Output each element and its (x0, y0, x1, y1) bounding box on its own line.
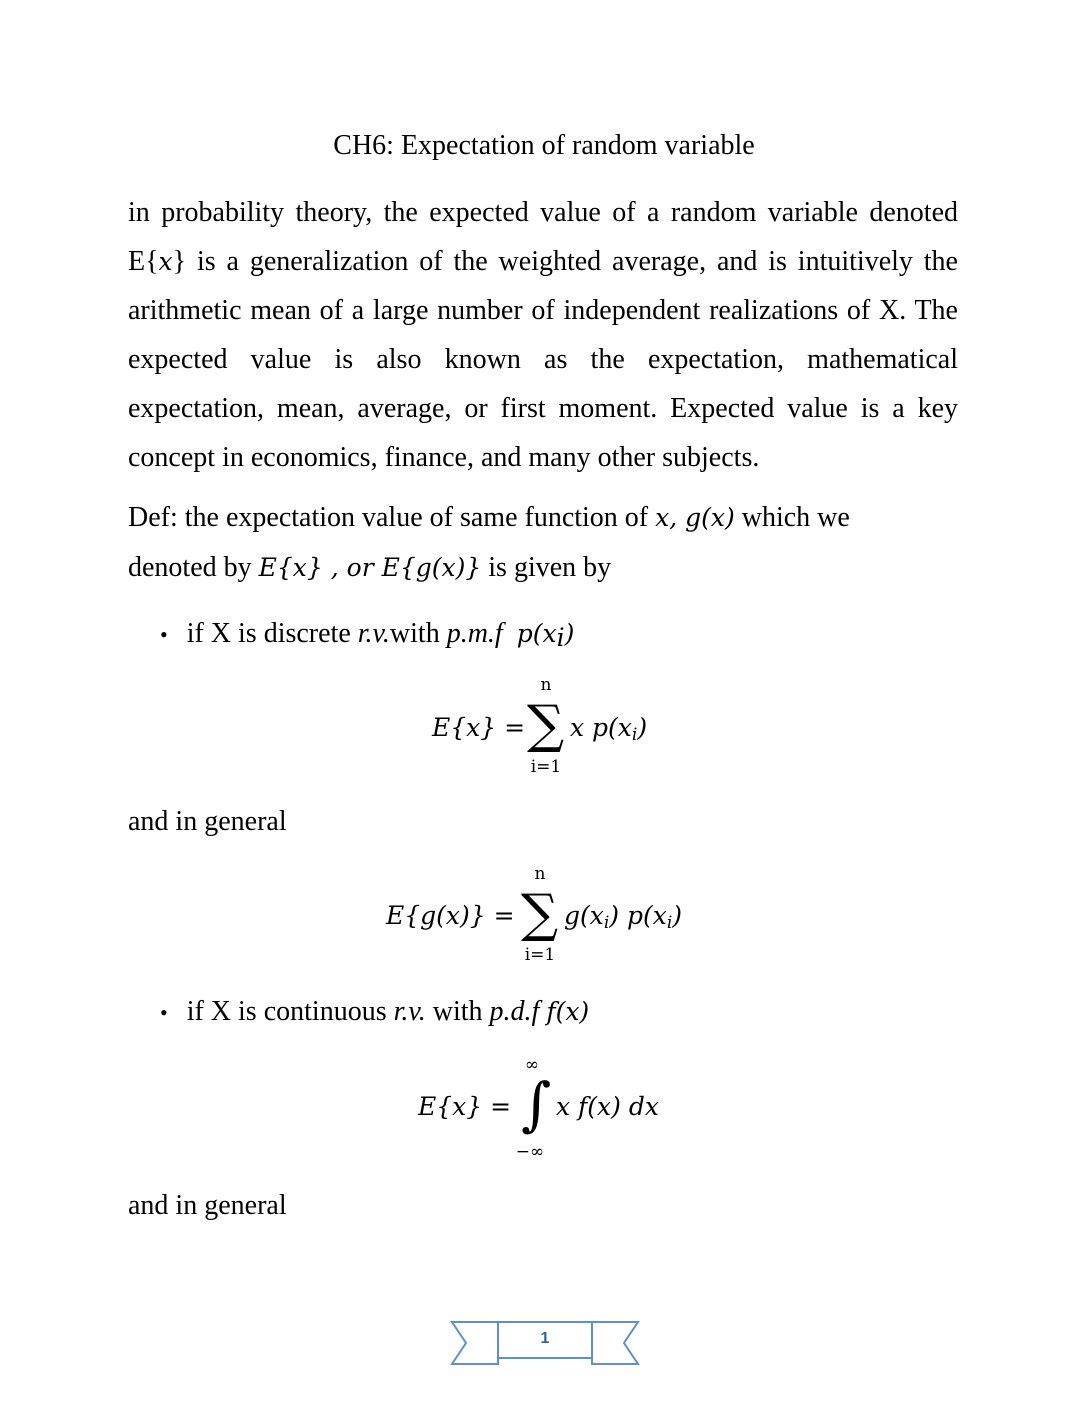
bullet-func: f(x) (546, 997, 590, 1026)
definition-line-2 (128, 550, 611, 586)
def-math-1: x, g(x) (655, 503, 735, 532)
eq3-upper-limit: ∞ (524, 1055, 540, 1075)
eq2-rhs-sub2: i (666, 913, 673, 933)
eq1-rhs-b: ) (637, 713, 648, 742)
bullet-func-end: ) (564, 619, 575, 648)
bullet-rv: r.v. (357, 618, 390, 649)
intro-paragraph (128, 188, 958, 482)
bullet-pmf: p.m.f (446, 618, 503, 649)
bullet-mid: with (389, 618, 447, 649)
bullet-continuous (160, 994, 589, 1031)
eq1-rhs (570, 713, 647, 745)
eq1-upper-limit: n (540, 675, 552, 695)
eq3-lower-limit: −∞ (515, 1142, 545, 1162)
eq3-lhs: E{x} = (418, 1092, 512, 1121)
eq2-rhs-b: ) p(x (609, 901, 667, 930)
def-text-2: denoted by (128, 552, 259, 583)
bullet-func: p(x (516, 619, 557, 648)
eq1-lhs: E{x} = (432, 713, 526, 742)
def-text-1: Def: the expectation value of same function of (128, 502, 656, 533)
bullet-dot: • (160, 1000, 168, 1025)
page-title: CH6: Expectation of random variable (333, 130, 755, 161)
eq2-rhs-a: g(x (564, 901, 604, 930)
bullet-func-sub: i (556, 623, 565, 652)
integral-icon: ∫ (521, 1070, 552, 1138)
intro-part1: in probability theory, the expected value of a random variable denoted E{ (128, 197, 958, 277)
general-label-2: and in general (128, 1190, 287, 1221)
eq1-rhs-a: x p(x (570, 713, 632, 742)
bullet-discrete (160, 616, 574, 656)
sigma-icon: ∑ (527, 695, 565, 755)
general-label-1: and in general (128, 806, 287, 837)
bullet-dot: • (160, 622, 168, 647)
bullet-rv: r.v. (393, 996, 426, 1027)
page-number: 1 (540, 1330, 550, 1347)
eq2-rhs (564, 901, 682, 933)
intro-x-symbol: x (158, 247, 173, 276)
def-end-1: which we (734, 502, 850, 533)
eq1-lower-limit: i=1 (530, 757, 562, 777)
bullet-text: if X is discrete (186, 618, 358, 649)
definition-line-1 (128, 500, 850, 536)
bullet-mid: with (425, 996, 490, 1027)
bullet-text: if X is continuous (186, 996, 394, 1027)
eq1-rhs-sub: i (631, 725, 638, 745)
bullet-pdf: p.d.f (489, 996, 540, 1027)
eq3-rhs: x f(x) dx (556, 1092, 659, 1121)
eq2-lhs: E{g(x)} = (386, 901, 515, 930)
eq2-lower-limit: i=1 (524, 945, 556, 965)
eq2-upper-limit: n (534, 864, 546, 884)
intro-part2: } is a generalization of the weighted average, and is intuitively the arithmetic mean of a large number of independent realizations of X. The expected value is also known as the expectation, mathematical expectation, mean, average, or first moment. Expected value is a key concept in economics, finance, and many other subjects. (128, 246, 958, 473)
eq2-rhs-sub1: i (603, 913, 610, 933)
sigma-icon: ∑ (521, 884, 559, 944)
def-end-2: is given by (481, 552, 612, 583)
eq2-rhs-c: ) (672, 901, 683, 930)
page-number-frame (450, 1316, 640, 1372)
def-math-2: E{x} , or E{g(x)} (258, 553, 482, 582)
